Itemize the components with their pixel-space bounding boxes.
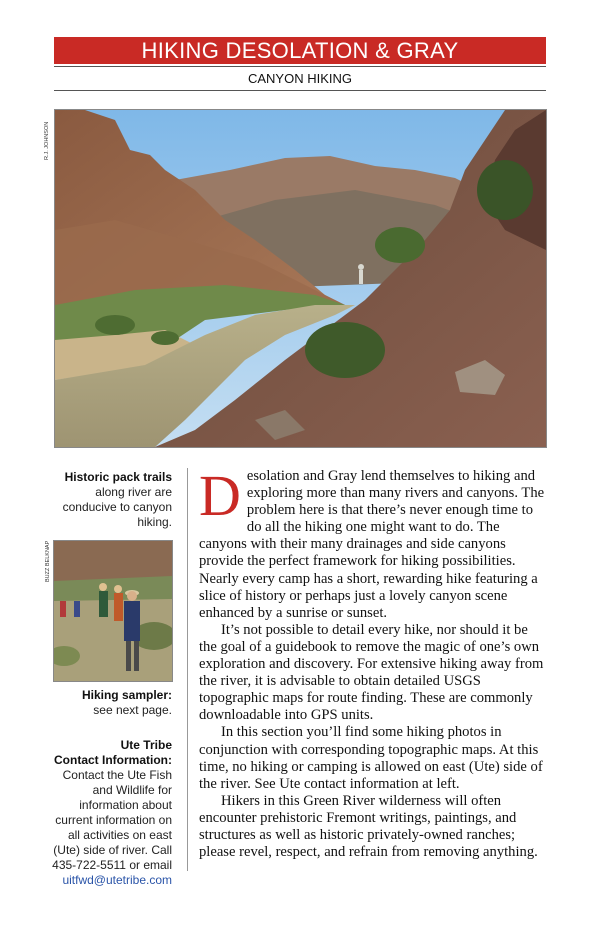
pack-trails-caption-text: along river are conducive to canyon hiking. bbox=[62, 485, 172, 529]
side-photo-credit: BUZZ BELKNAP bbox=[45, 540, 51, 582]
subtitle-rule bbox=[54, 90, 546, 91]
article-body bbox=[199, 463, 546, 861]
canyon-river-illustration bbox=[55, 110, 546, 447]
page-subtitle: CANYON HIKING bbox=[247, 71, 352, 86]
main-photo-credit: R.J. JOHNSON bbox=[44, 121, 50, 160]
article-paragraph-3: In this section you’ll find some hiking photos in conjunction with corresponding topographic maps. At this time, no hiking or camping is allowed on east (Ute) side of the river. See Ute contact information at left. bbox=[199, 724, 543, 792]
article-paragraph-4: Hikers in this Green River wilderness will often encounter prehistoric Fremont writings, paintings, and structures as well as historic privately-owned ranches; please revel, respect, and refrain from removing anything. bbox=[199, 792, 538, 861]
pack-trails-caption-title: Historic pack trails bbox=[64, 470, 172, 484]
hiking-sampler-text: see next page. bbox=[93, 703, 172, 717]
drop-cap-letter: D bbox=[199, 463, 241, 528]
article-paragraph-2: It’s not possible to detail every hike, nor should it be the goal of a guidebook to remove the magic of one’s own exploration and discovery. For extensive hiking away from the river, it is advisable to obtain detailed USGS topographic maps for route finding. These are commonly downloadable into GPS units. bbox=[199, 621, 544, 724]
ute-contact-info bbox=[46, 738, 172, 888]
page-title-banner bbox=[54, 37, 546, 64]
hikers-illustration bbox=[54, 541, 172, 681]
main-canyon-photo bbox=[54, 109, 547, 448]
column-divider bbox=[187, 468, 188, 871]
ute-contact-email-link[interactable]: uitfwd@utetribe.com bbox=[62, 873, 172, 887]
hikers-photo bbox=[53, 540, 173, 682]
hiking-sampler-title: Hiking sampler: bbox=[81, 688, 172, 702]
hiking-sampler-caption bbox=[50, 688, 172, 718]
article-paragraph-1-text: esolation and Gray lend themselves to hiking and exploring more than many rivers and canyons. The problem here is that there’s never enough time to do all the hiking one might want to do. The canyons with their many drainages and side canyons provide the perfect framework for hiking possibilities. Nearly every camp has a short, rewarding hike featuring a slice of history or perhaps just a lovely canyon scene enhanced by a sunrise or sunset. bbox=[199, 468, 545, 621]
ute-contact-text: Contact the Ute Fish and Wildlife for information about current information on all activities on east (Ute) side of river. Call 435-722-5511 or email bbox=[52, 768, 172, 872]
article-paragraph-1 bbox=[199, 463, 546, 622]
header-rule bbox=[54, 66, 546, 67]
ute-contact-title-line1: Ute Tribe bbox=[120, 738, 172, 752]
ute-contact-title-line2: Contact Information: bbox=[54, 753, 172, 767]
pack-trails-caption bbox=[50, 470, 172, 530]
page-title: HIKING DESOLATION & GRAY bbox=[141, 38, 459, 63]
